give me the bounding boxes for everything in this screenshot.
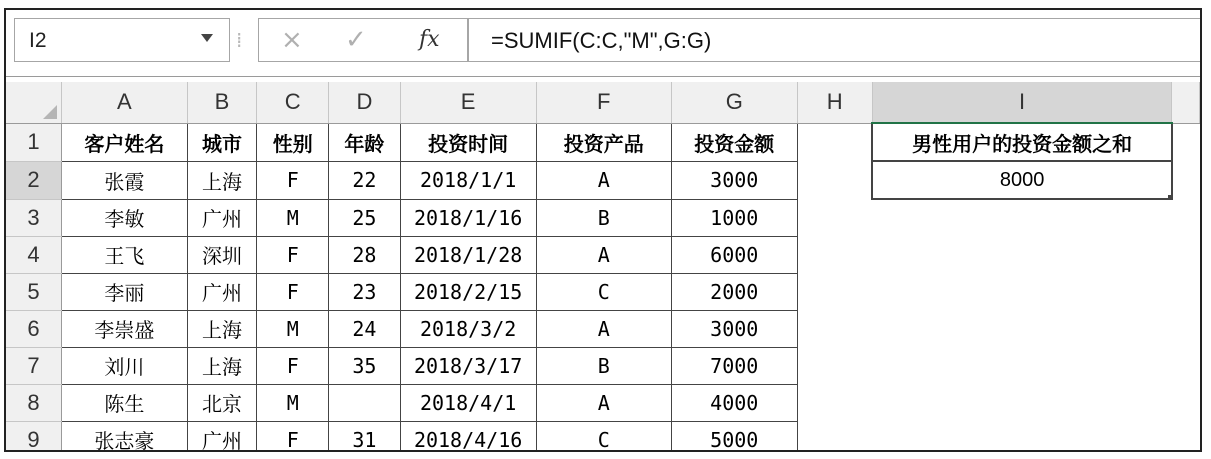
cell[interactable]: 31 (329, 421, 401, 452)
row-header[interactable]: 8 (6, 384, 62, 421)
cell[interactable]: B (536, 199, 671, 236)
name-box-value: I2 (29, 29, 47, 52)
dropdown-arrow-icon[interactable] (201, 34, 213, 42)
empty-cell[interactable] (1172, 421, 1200, 452)
cell[interactable]: 李丽 (62, 273, 188, 310)
empty-cell[interactable] (1172, 199, 1200, 236)
cell[interactable]: M (257, 310, 329, 347)
empty-cell[interactable] (872, 236, 1171, 273)
empty-cell[interactable] (797, 310, 872, 347)
cell[interactable]: 3000 (671, 161, 797, 199)
empty-cell[interactable] (1172, 123, 1200, 161)
summary-value: 8000 (999, 168, 1045, 191)
select-all-corner[interactable] (6, 82, 62, 123)
empty-cell[interactable] (1172, 161, 1200, 199)
cell[interactable]: 7000 (671, 347, 797, 384)
cell[interactable]: 广州 (187, 273, 257, 310)
drag-handle-icon[interactable]: ⁞ (236, 28, 243, 52)
row-header[interactable]: 7 (6, 347, 62, 384)
table-row (6, 273, 1200, 310)
cell[interactable]: 深圳 (187, 236, 257, 273)
cell[interactable]: 张志豪 (62, 421, 188, 452)
empty-cell[interactable] (872, 384, 1171, 421)
cell[interactable]: 王飞 (62, 236, 188, 273)
column-header-active[interactable]: I (872, 82, 1171, 123)
empty-cell[interactable] (872, 347, 1171, 384)
cell[interactable]: B (536, 347, 671, 384)
name-box[interactable] (14, 18, 230, 62)
cell[interactable]: C (536, 273, 671, 310)
cell[interactable]: 上海 (187, 347, 257, 384)
cell[interactable]: 广州 (187, 421, 257, 452)
cell[interactable]: 2018/4/16 (400, 421, 536, 452)
empty-cell[interactable] (797, 236, 872, 273)
table-row (6, 199, 1200, 236)
empty-cell[interactable] (797, 199, 872, 236)
header-cell[interactable]: 投资产品 (536, 123, 671, 161)
function-fx-icon[interactable]: fx (419, 27, 440, 52)
cell[interactable]: F (257, 236, 329, 273)
formula-input[interactable] (468, 18, 1202, 62)
cell[interactable]: A (536, 236, 671, 273)
header-cell[interactable]: 城市 (187, 123, 257, 161)
cell[interactable]: 28 (329, 236, 401, 273)
table-row (6, 384, 1200, 421)
cell[interactable]: M (257, 199, 329, 236)
cell[interactable]: 陈生 (62, 384, 188, 421)
header-cell[interactable]: 性别 (257, 123, 329, 161)
empty-cell[interactable] (797, 347, 872, 384)
empty-cell[interactable] (797, 161, 872, 199)
empty-cell[interactable] (797, 421, 872, 452)
cell[interactable]: A (536, 310, 671, 347)
table-row (6, 161, 1200, 199)
empty-cell[interactable] (1172, 273, 1200, 310)
empty-cell[interactable] (1172, 347, 1200, 384)
empty-cell[interactable] (1172, 310, 1200, 347)
column-header[interactable]: H (797, 82, 872, 123)
formula-bar (6, 10, 1200, 77)
column-header-row (6, 82, 1200, 123)
row-header[interactable]: 3 (6, 199, 62, 236)
column-header-blank (1172, 82, 1200, 123)
column-header[interactable]: C (257, 82, 329, 123)
cell[interactable]: 1000 (671, 199, 797, 236)
cell[interactable]: 4000 (671, 384, 797, 421)
empty-cell[interactable] (872, 199, 1171, 236)
row-header-active[interactable]: 2 (6, 161, 62, 199)
cell[interactable]: 张霞 (62, 161, 188, 199)
cell[interactable]: 2018/2/15 (400, 273, 536, 310)
column-header[interactable]: B (187, 82, 257, 123)
cell[interactable]: 6000 (671, 236, 797, 273)
header-cell[interactable]: 投资金额 (671, 123, 797, 161)
row-header[interactable]: 4 (6, 236, 62, 273)
row-header[interactable]: 9 (6, 421, 62, 452)
column-header[interactable]: E (400, 82, 536, 123)
table-row (6, 123, 1200, 161)
confirm-check-icon[interactable]: ✓ (345, 25, 367, 55)
cell[interactable]: A (536, 161, 671, 199)
cell[interactable]: 广州 (187, 199, 257, 236)
empty-cell[interactable] (797, 384, 872, 421)
row-header[interactable]: 5 (6, 273, 62, 310)
table-row (6, 347, 1200, 384)
cell[interactable]: 24 (329, 310, 401, 347)
cell[interactable]: 刘川 (62, 347, 188, 384)
table-row (6, 310, 1200, 347)
cell[interactable]: F (257, 273, 329, 310)
cell[interactable]: F (257, 161, 329, 199)
cell[interactable]: 5000 (671, 421, 797, 452)
cell[interactable]: 22 (329, 161, 401, 199)
column-header[interactable]: F (536, 82, 671, 123)
cell[interactable]: 2018/1/16 (400, 199, 536, 236)
cancel-x-icon[interactable]: × (281, 25, 303, 55)
table-row (6, 421, 1200, 452)
column-header[interactable]: A (62, 82, 188, 123)
spreadsheet-window (4, 8, 1202, 452)
empty-cell[interactable] (1172, 384, 1200, 421)
cell[interactable]: F (257, 421, 329, 452)
cell[interactable]: 2018/1/28 (400, 236, 536, 273)
empty-cell[interactable] (797, 123, 872, 161)
empty-cell[interactable] (797, 273, 872, 310)
summary-value-cell-selected[interactable] (872, 161, 1171, 199)
select-all-icon (43, 105, 57, 119)
cell[interactable]: 上海 (187, 161, 257, 199)
header-cell[interactable]: 投资时间 (400, 123, 536, 161)
worksheet-grid (6, 82, 1200, 452)
cell[interactable]: 上海 (187, 310, 257, 347)
cell[interactable]: F (257, 347, 329, 384)
empty-cell[interactable] (872, 310, 1171, 347)
table-row (6, 236, 1200, 273)
cell[interactable]: 2018/4/1 (400, 384, 536, 421)
cell[interactable]: 3000 (671, 310, 797, 347)
header-cell[interactable]: 客户姓名 (62, 123, 188, 161)
cell[interactable]: 2018/3/17 (400, 347, 536, 384)
row-header[interactable]: 6 (6, 310, 62, 347)
cell[interactable]: C (536, 421, 671, 452)
fill-handle[interactable] (1168, 195, 1172, 199)
empty-cell[interactable] (872, 421, 1171, 452)
formula-buttons (258, 18, 468, 62)
cell[interactable]: M (257, 384, 329, 421)
row-header[interactable]: 1 (6, 123, 62, 161)
cell[interactable]: A (536, 384, 671, 421)
cell[interactable]: 北京 (187, 384, 257, 421)
cell[interactable]: 2018/3/2 (400, 310, 536, 347)
cell[interactable] (329, 384, 401, 421)
cell[interactable]: 2000 (671, 273, 797, 310)
cell[interactable]: 23 (329, 273, 401, 310)
column-header[interactable]: G (671, 82, 797, 123)
formula-text: =SUMIF(C:C,"M",G:G) (491, 28, 712, 53)
cell[interactable]: 2018/1/1 (400, 161, 536, 199)
cell[interactable]: 35 (329, 347, 401, 384)
cell[interactable]: 25 (329, 199, 401, 236)
cell[interactable]: 李敏 (62, 199, 188, 236)
empty-cell[interactable] (872, 273, 1171, 310)
summary-label-cell[interactable]: 男性用户的投资金额之和 (872, 123, 1171, 161)
header-cell[interactable]: 年龄 (329, 123, 401, 161)
cell[interactable]: 李崇盛 (62, 310, 188, 347)
empty-cell[interactable] (1172, 236, 1200, 273)
column-header[interactable]: D (329, 82, 401, 123)
